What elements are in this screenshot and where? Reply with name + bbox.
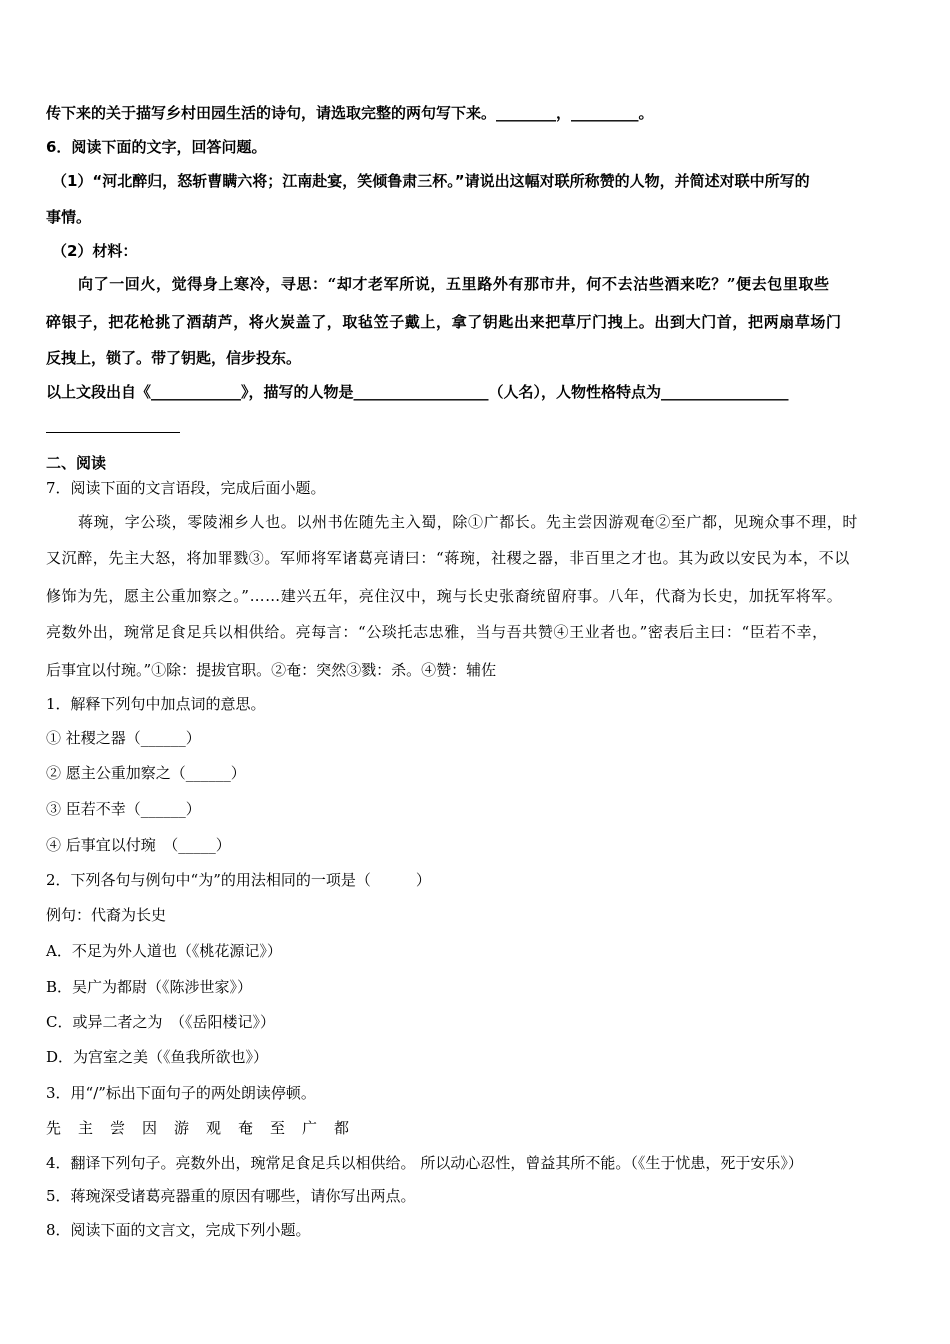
q6-material-line1: 向了一回火，觉得身上寒冷，寻思：“却才老军所说，五里路外有那市井，何不去沽些酒来吃？”便去包里取些 [78, 275, 830, 293]
q6-material-line2: 碎银子，把花枪挑了酒葫芦，将火炭盖了，取毡笠子戴上，拿了钥匙出来把草厅门拽上。出到大门首，把两扇草场门 [46, 313, 842, 331]
q7-sub1-a: ① 社稷之器（______） [46, 729, 201, 747]
q7-sub2-option-b: B．吴广为都尉（《陈涉世家》） [46, 978, 253, 996]
q7-sub1-d: ④ 后事宜以付琬 （_____） [46, 836, 231, 854]
q7-sub4: 4．翻译下列句子。亮数外出，琬常足食足兵以相供给。 所以动心忍性，曾益其所不能。（《生于忧患，死于安乐》） [46, 1154, 803, 1172]
q7-sub1-c: ③ 臣若不幸（______） [46, 800, 201, 818]
q7-text-line2: 又沉醉，先主大怒，将加罪戮③。军师将军诸葛亮请曰：“蒋琬，社稷之器，非百里之才也。其为政以安民为本，不以 [46, 549, 850, 567]
q6-material-line3: 反拽上，锁了。带了钥匙，信步投东。 [46, 349, 302, 367]
q6-part2-label: （2）材料： [52, 242, 138, 260]
q7-sub2: 2．下列各句与例句中“为”的用法相同的一项是（ ） [46, 871, 431, 889]
q7-sub2-option-a: A．不足为外人道也（《桃花源记》） [46, 942, 282, 960]
q6-heading: 6．阅读下面的文字，回答问题。 [46, 138, 267, 156]
q7-heading: 7．阅读下面的文言语段，完成后面小题。 [46, 479, 326, 497]
q7-sub2-example: 例句：代裔为长史 [46, 906, 167, 924]
answer-underline [46, 432, 180, 433]
q7-text-line1: 蒋琬，字公琰，零陵湘乡人也。以州书佐随先主入蜀，除①广都长。先主尝因游观奄②至广都，见琬众事不理，时 [78, 513, 859, 531]
q5-tail: 传下来的关于描写乡村田园生活的诗句，请选取完整的两句写下来。________，_________。 [46, 104, 654, 122]
q7-sub1: 1．解释下列句中加点词的意思。 [46, 695, 266, 713]
q7-sub1-b: ② 愿主公重加察之（______） [46, 764, 246, 782]
q7-sub3-sentence: 先主尝因游观奄至广都 [46, 1119, 367, 1137]
q7-sub3: 3．用“/”标出下面句子的两处朗读停顿。 [46, 1084, 316, 1102]
q7-text-line5: 后事宜以付琬。”①除：提拔官职。②奄：突然③戮：杀。④赞：辅佐 [46, 661, 497, 679]
q6-fill-blank: 以上文段出自《____________》，描写的人物是__________________（人名），人物性格特点为_________________ [46, 383, 789, 401]
q7-sub2-option-d: D．为宫室之美（《鱼我所欲也》） [46, 1048, 269, 1066]
section-heading: 二、阅读 [46, 454, 107, 472]
q6-part1-line1: （1）“河北醉归，怒斩曹瞒六将；江南赴宴，笑倾鲁肃三杯。”请说出这幅对联所称赞的人物，并简述对联中所写的 [52, 172, 810, 190]
q7-text-line3: 修饰为先，愿主公重加察之。”……建兴五年，亮住汉中，琬与长史张裔统留府事。八年，代裔为长史，加抚军将军。 [46, 587, 843, 605]
q8-heading: 8．阅读下面的文言文，完成下列小题。 [46, 1221, 311, 1239]
q7-text-line4: 亮数外出，琬常足食足兵以相供给。亮每言：“公琰托志忠雅，当与吾共赞④王业者也。”密表后主曰：“臣若不幸， [46, 623, 828, 641]
q7-sub5: 5．蒋琬深受诸葛亮器重的原因有哪些，请你写出两点。 [46, 1187, 416, 1205]
q7-sub2-option-c: C．或异二者之为 （《岳阳楼记》） [46, 1013, 275, 1031]
q6-part1-line2: 事情。 [46, 208, 92, 226]
